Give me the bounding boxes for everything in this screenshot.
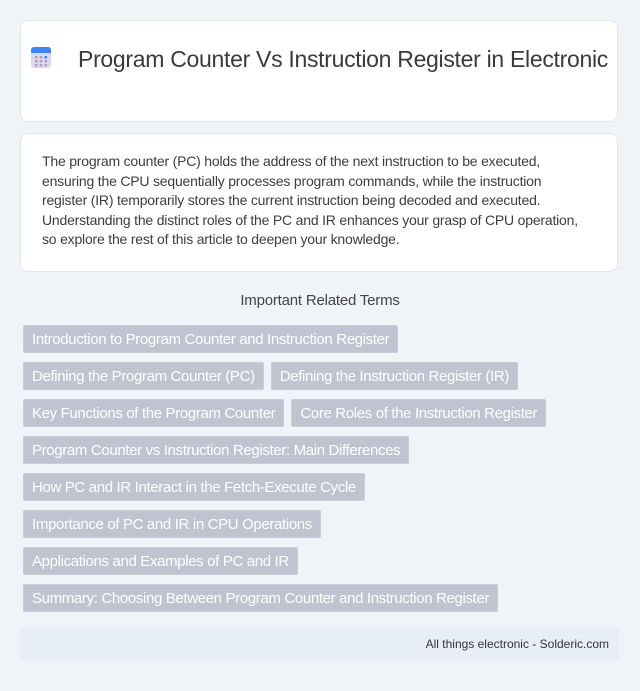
tag-defining-pc[interactable]: Defining the Program Counter (PC) (23, 362, 264, 390)
tag-row (23, 399, 613, 427)
summary-text: The program counter (PC) holds the address of the next instruction to be executed, ensuring the CPU sequentially processes program commands, while the instruction register (IR) temporarily stores the current instruction being decoded and executed. Understanding the distinct roles of the PC and IR enhances your grasp of CPU operation, so explore the rest of this article to deepen your knowledge. (42, 153, 578, 247)
calendar-icon (30, 45, 52, 69)
tag-row (23, 547, 613, 575)
tag-introduction[interactable]: Introduction to Program Counter and Instruction Register (23, 325, 398, 353)
summary-card (20, 133, 618, 272)
tag-defining-ir[interactable]: Defining the Instruction Register (IR) (271, 362, 518, 390)
footer (20, 627, 619, 661)
tag-row (23, 362, 613, 390)
tag-key-functions-pc[interactable]: Key Functions of the Program Counter (23, 399, 284, 427)
tag-fetch-execute-cycle[interactable]: How PC and IR Interact in the Fetch-Execute Cycle (23, 473, 365, 501)
tag-row (23, 325, 613, 353)
tag-row (23, 584, 613, 612)
tag-row (23, 473, 613, 501)
tag-importance[interactable]: Importance of PC and IR in CPU Operations (23, 510, 321, 538)
tag-applications[interactable]: Applications and Examples of PC and IR (23, 547, 298, 575)
related-terms-list (23, 325, 613, 621)
tag-row (23, 436, 613, 464)
tag-core-roles-ir[interactable]: Core Roles of the Instruction Register (291, 399, 546, 427)
tag-summary[interactable]: Summary: Choosing Between Program Counter and Instruction Register (23, 584, 498, 612)
tag-main-differences[interactable]: Program Counter vs Instruction Register: Main Differences (23, 436, 409, 464)
related-terms-heading: Important Related Terms (240, 292, 400, 309)
page-title-container (21, 45, 617, 74)
footer-text: All things electronic - Solderic.com (425, 637, 609, 651)
tag-row (23, 510, 613, 538)
page-title: Program Counter Vs Instruction Register in Electronic (78, 46, 608, 72)
title-card (20, 20, 618, 122)
